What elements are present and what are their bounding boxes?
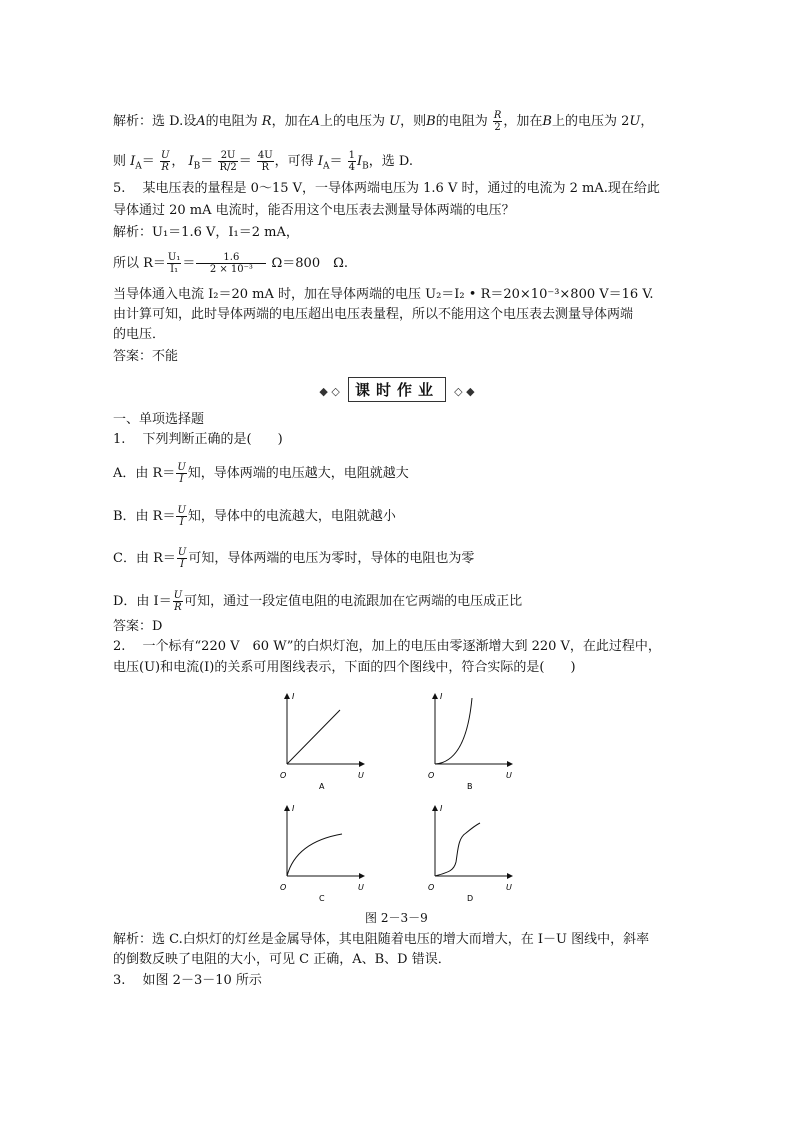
q5-voltage-calc: 当导体通入电流 I₂＝20 mA 时，加在导体两端的电压 U₂＝I₂ • R＝20×10⁻³×800 V＝16 V. — [113, 287, 654, 302]
q5-conclusion-line1: 由计算可知，此时导体两端的电压超出电压表量程，所以不能用这个电压表去测量导体两端 — [113, 307, 634, 322]
curve-linear — [287, 710, 340, 764]
fraction-u1-over-i1: $\frac{\text{U₁}}{\text{I₁}}$ — [167, 252, 181, 275]
curve-convex — [435, 698, 472, 764]
curve-s-shaped — [435, 823, 480, 876]
fraction-r-over-2: $\frac{R}{2}$ — [493, 110, 502, 133]
q2-analysis-line2: 的倒数反映了电阻的大小，可见 C 正确，A、B、D 错误． — [113, 952, 451, 967]
q2-stem-line2: 电压(U)和电流(I)的关系可用图线表示，下面的四个图线中，符合实际的是( ) — [113, 660, 576, 675]
y-axis-label: I — [292, 692, 295, 701]
origin-label: O — [280, 883, 287, 892]
graph-d — [426, 800, 522, 902]
diamond-ornament-left: ◆ ◇ — [319, 385, 340, 398]
q2-analysis-line1: 解析：选 C.白炽灯的灯丝是金属导体，其电阻随着电压的增大而增大，在 I－U 图线中，斜率 — [113, 932, 650, 947]
q1-option-c: C．由 R＝ $\frac{U}{I}$ 可知，导体两端的电压为零时，导体的电阻也为零 — [113, 547, 475, 570]
x-axis-label: U — [358, 883, 364, 892]
q5-analysis-line: 解析：U₁＝1.6 V，I₁＝2 mA， — [113, 225, 299, 240]
figure-caption: 图 2－3－9 — [365, 911, 428, 925]
banner-title: 课时作业 — [348, 377, 446, 402]
q1-stem: 1. 下列判断正确的是( ) — [113, 432, 283, 447]
q5-resistance-calc: 所以 R＝ $\frac{\text{U₁}}{\text{I₁}}$ ＝ $\frac{1.6}{\text{2 × 10⁻³}}$ Ω＝800 Ω. — [113, 252, 349, 275]
q5-line2: 导体通过 20 mA 电流时，能否用这个电压表去测量导体两端的电压？ — [113, 203, 515, 218]
q1-option-b: B．由 R＝ $\frac{U}{I}$ 知，导体中的电流越大，电阻就越小 — [113, 505, 396, 528]
q4-analysis-line2: 则 $I_A=$ $\frac{U}{R}$ ， $I_B=$ $\frac{2U}{R/2}$ ＝ $\frac{4U}{R}$ ，可得 $I_A=$ $\frac{1}{4}$ $I_B$，选 D. — [113, 150, 413, 173]
q5-answer: 答案：不能 — [113, 349, 179, 364]
fraction-u-over-r: $\frac{U}{R}$ — [160, 150, 170, 173]
fraction-2u-over-r2: $\frac{2U}{R/2}$ — [219, 150, 237, 173]
q3-stem: 3. 如图 2－3－10 所示 — [113, 973, 262, 988]
fraction-u-over-i: $\frac{U}{I}$ — [177, 547, 187, 570]
curve-concave — [287, 834, 342, 876]
y-axis-label: I — [440, 804, 443, 813]
origin-label: O — [428, 771, 435, 780]
graph-label: B — [467, 782, 473, 790]
y-axis-label: I — [292, 804, 295, 813]
graph-label: D — [467, 894, 474, 902]
q1-option-d: D．由 I＝ $\frac{U}{R}$ 可知，通过一段定值电阻的电流跟加在它两端的电压成正比 — [113, 590, 523, 613]
fraction-u-over-i: $\frac{U}{I}$ — [177, 462, 186, 485]
fraction-u-over-i: $\frac{U}{I}$ — [177, 505, 186, 528]
graph-a — [278, 688, 374, 790]
q1-option-a: A．由 R＝ $\frac{U}{I}$ 知，导体两端的电压越大，电阻就越大 — [113, 462, 409, 485]
graph-label: C — [319, 894, 325, 902]
q4-analysis-line1: 解析：选 D.设A的电阻为 R，加在A上的电压为 U，则B的电阻为 $\frac{R}{2}$ ，加在B上的电压为 2U， — [113, 110, 654, 133]
q5-conclusion-line2: 的电压． — [113, 327, 166, 342]
q5-line1: 5. 某电压表的量程是 0～15 V，一导体两端电压为 1.6 V 时，通过的电流为 2 mA.现在给此 — [113, 181, 660, 196]
x-axis-label: U — [358, 771, 364, 780]
graph-label: A — [319, 782, 325, 790]
q2-stem-line1: 2. 一个标有“220 V 60 W”的白炽灯泡，加上的电压由零逐渐增大到 220 V，在此过程中， — [113, 639, 661, 654]
graph-b — [426, 688, 522, 790]
fraction-4u-over-r: $\frac{4U}{R}$ — [257, 150, 273, 173]
fraction-calc: $\frac{1.6}{\text{2 × 10⁻³}}$ — [196, 252, 266, 275]
diamond-ornament-right: ◇ ◆ — [454, 385, 475, 398]
fraction-u-over-r: $\frac{U}{R}$ — [173, 590, 183, 613]
section-heading: 一、单项选择题 — [113, 412, 205, 427]
fraction-1-over-4: $\frac{1}{4}$ — [348, 150, 355, 173]
origin-label: O — [428, 883, 435, 892]
y-axis-label: I — [440, 692, 443, 701]
q1-answer: 答案：D — [113, 619, 163, 634]
x-axis-label: U — [506, 883, 512, 892]
section-banner — [0, 377, 794, 399]
x-axis-label: U — [506, 771, 512, 780]
origin-label: O — [280, 771, 287, 780]
graph-c — [278, 800, 374, 902]
